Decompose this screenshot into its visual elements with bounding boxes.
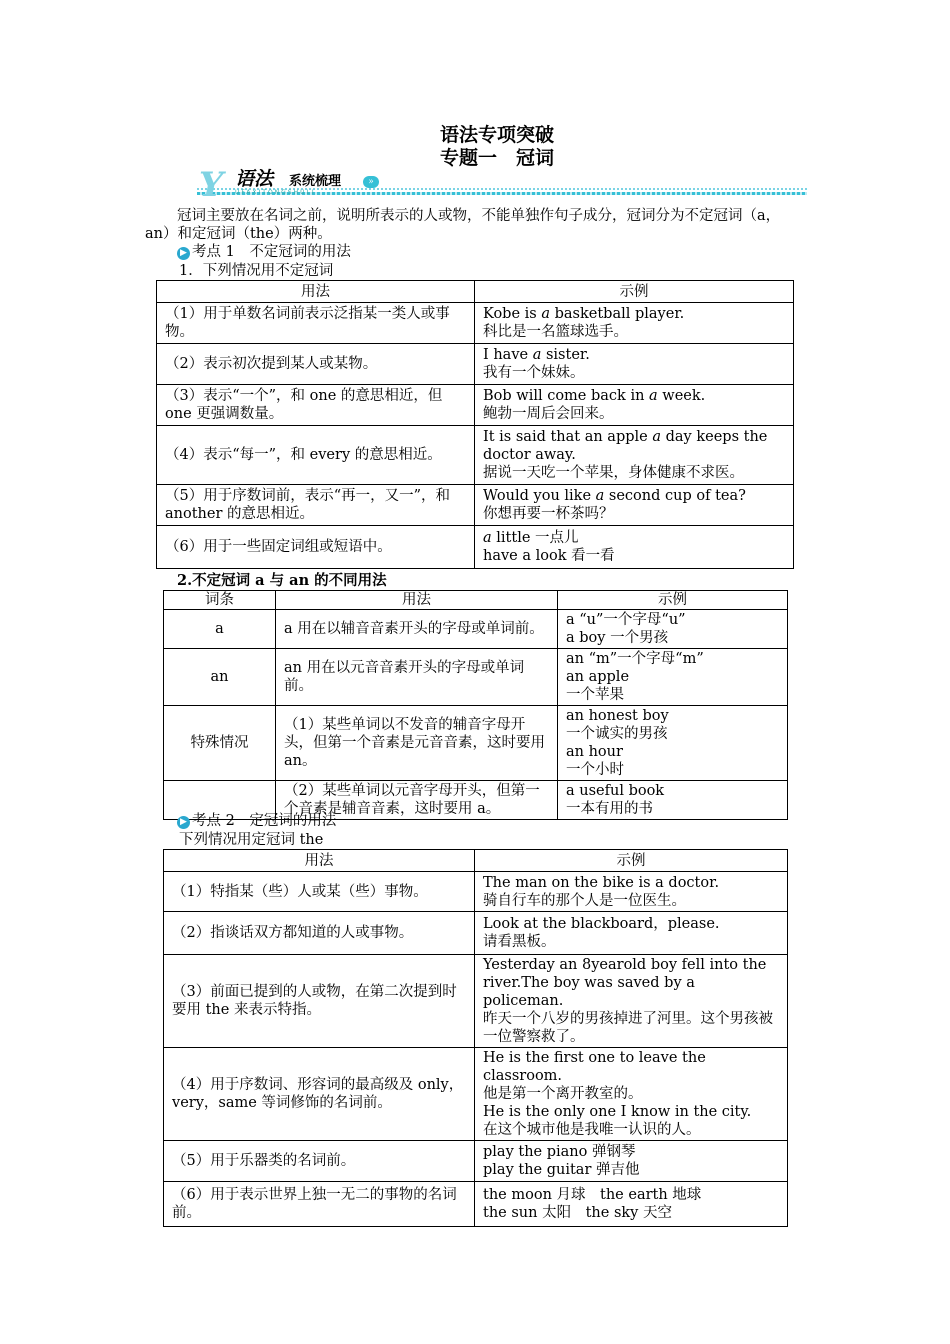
usage-cell: （3）表示“一个”，和 one 的意思相近，但 one 更强调数量。 (157, 385, 475, 426)
usage-cell: （2）表示初次提到某人或某物。 (157, 344, 475, 385)
section-banner (177, 165, 807, 205)
usage-cell: （1）特指某（些）人或某（些）事物。 (164, 872, 475, 912)
word-cell: a (164, 610, 276, 649)
arrow-right-circle-icon: ▶ (177, 816, 190, 829)
usage-cell: an 用在以元音音素开头的字母或单词前。 (276, 649, 558, 706)
table-row (164, 1048, 788, 1141)
example-cell: Look at the blackboard，please. 请看黑板。 (475, 912, 788, 955)
table-row (164, 649, 788, 706)
kaodian-1-label: 考点 1 不定冠词的用法 (192, 244, 351, 260)
example-cell: I have a sister. 我有一个妹妹。 (475, 344, 794, 385)
page-subtitle: 专题一 冠词 (439, 147, 554, 169)
usage-cell: （5）用于序数词前，表示“再一，又一”，和 another 的意思相近。 (157, 485, 475, 526)
table-row (157, 485, 794, 526)
usage-cell: （4）用于序数词、形容词的最高级及 only，very，same 等词修饰的名词前。 (164, 1048, 475, 1141)
table-row (157, 526, 794, 569)
usage-cell: （5）用于乐器类的名词前。 (164, 1141, 475, 1182)
kaodian-1-heading (177, 243, 351, 261)
example-cell: He is the first one to leave the classroom. 他是第一个离开教室的。 He is the only one I know in the city. 在这个城市他是我唯一认识的人。 (475, 1048, 788, 1141)
column-header-word: 词条 (164, 591, 276, 610)
usage-cell: （6）用于表示世界上独一无二的事物的名词前。 (164, 1182, 475, 1227)
example-cell: It is said that an apple a day keeps the doctor away. 据说一天吃一个苹果，身体健康不求医。 (475, 426, 794, 485)
usage-cell: （2）某些单词以元音字母开头，但第一个音素是辅音音素，这时要用 a。 (276, 781, 558, 820)
column-header-example: 示例 (475, 281, 794, 303)
intro-paragraph: 冠词主要放在名词之前，说明所表示的人或物，不能单独作句子成分，冠词分为不定冠词（a，an）和定冠词（the）两种。 (145, 208, 781, 243)
table-row (164, 1182, 788, 1227)
banner-pinyin: UFAXITONGSHULI (235, 189, 316, 196)
banner-title: 语法 (235, 168, 274, 190)
kaodian-2-label: 考点 2 定冠词的用法 (192, 813, 337, 829)
usage-cell: （3）前面已提到的人或物，在第二次提到时要用 the 来表示特指。 (164, 955, 475, 1048)
usage-cell: （6）用于一些固定词组或短语中。 (157, 526, 475, 569)
kaodian-2-heading (177, 812, 336, 830)
column-header-example: 示例 (558, 591, 788, 610)
table-row (157, 303, 794, 344)
example-cell: a “u”一个字母“u” a boy 一个男孩 (558, 610, 788, 649)
example-cell: Bob will come back in a week. 鲍勃一周后会回来。 (475, 385, 794, 426)
example-cell: an honest boy 一个诚实的男孩 an hour 一个小时 (558, 706, 788, 781)
word-cell: an (164, 649, 276, 706)
example-cell: play the piano 弹钢琴 play the guitar 弹吉他 (475, 1141, 788, 1182)
definite-article-table (163, 849, 788, 1227)
usage-cell: （4）表示“每一”，和 every 的意思相近。 (157, 426, 475, 485)
banner-subtitle: 系统梳理 (289, 174, 342, 189)
example-cell: a useful book 一本有用的书 (558, 781, 788, 820)
example-cell: Would you like a second cup of tea? 你想再要一杯茶吗？ (475, 485, 794, 526)
table-row (157, 385, 794, 426)
table-row (164, 1141, 788, 1182)
a-an-usage-table (163, 590, 788, 820)
usage-cell: （2）指谈话双方都知道的人或事物。 (164, 912, 475, 955)
usage-cell: （1）某些单词以不发音的辅音字母开头，但第一个音素是元音音素，这时要用 an。 (276, 706, 558, 781)
example-cell: Yesterday an 8yearold boy fell into the river.The boy was saved by a policeman. 昨天一个八岁的男孩掉进了河里。这个男孩被一位警察救了。 (475, 955, 788, 1048)
table-row (157, 426, 794, 485)
example-cell: the moon 月球 the earth 地球 the sun 太阳 the sky 天空 (475, 1182, 788, 1227)
section-3-heading: 下列情况用定冠词 the (179, 832, 324, 848)
example-cell: The man on the bike is a doctor. 骑自行车的那个人是一位医生。 (475, 872, 788, 912)
double-arrow-icon: » (363, 176, 379, 188)
column-header-example: 示例 (475, 850, 788, 872)
table-row (164, 706, 788, 781)
example-cell: Kobe is a basketball player. 科比是一名篮球选手。 (475, 303, 794, 344)
section-1-heading: 1．下列情况用不定冠词 (179, 263, 334, 279)
table-row (164, 872, 788, 912)
column-header-usage: 用法 (157, 281, 475, 303)
usage-cell: （1）用于单数名词前表示泛指某一类人或事物。 (157, 303, 475, 344)
arrow-right-circle-icon: ▶ (177, 247, 190, 260)
page-title: 语法专项突破 (439, 124, 554, 146)
table-row (164, 955, 788, 1048)
banner-letter: Y (199, 165, 224, 205)
table-row (157, 344, 794, 385)
indefinite-article-table (156, 280, 794, 569)
column-header-usage: 用法 (276, 591, 558, 610)
column-header-usage: 用法 (164, 850, 475, 872)
section-2-heading: 2.不定冠词 a 与 an 的不同用法 (177, 572, 387, 589)
usage-cell: a 用在以辅音音素开头的字母或单词前。 (276, 610, 558, 649)
table-row (164, 912, 788, 955)
table-row (164, 610, 788, 649)
example-cell: an “m”一个字母“m” an apple 一个苹果 (558, 649, 788, 706)
word-cell: 特殊情况 (164, 706, 276, 781)
example-cell: a little 一点儿 have a look 看一看 (475, 526, 794, 569)
